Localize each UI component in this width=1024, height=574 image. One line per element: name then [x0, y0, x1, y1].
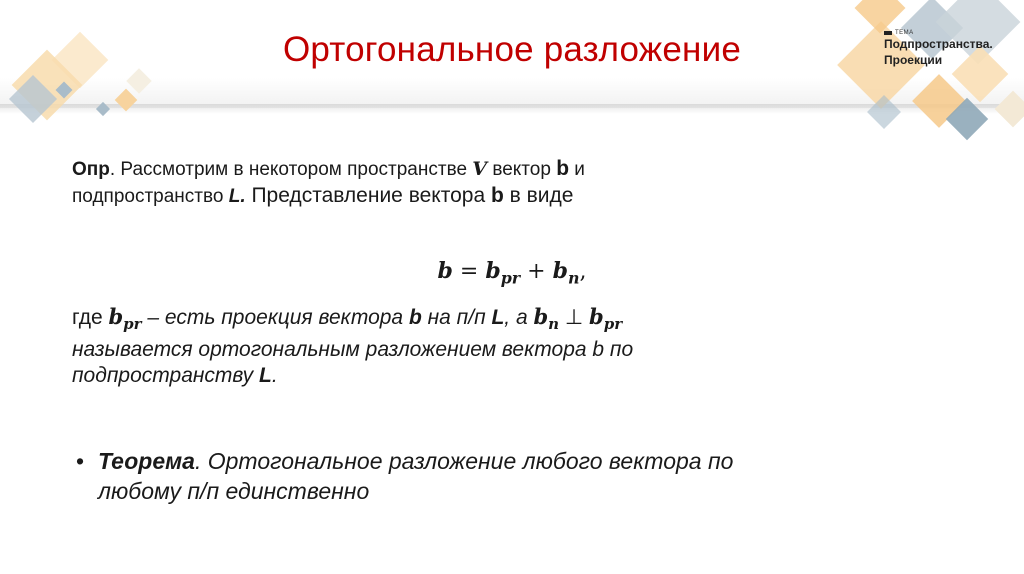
theorem-item	[76, 446, 936, 506]
formula-subscript: pr	[500, 268, 521, 288]
definition-text: вектор	[487, 159, 557, 180]
subspace-symbol: L	[491, 306, 505, 329]
topic-block	[884, 30, 1014, 68]
formula-plus: +	[520, 259, 553, 284]
explanation-text: подпространству	[72, 364, 260, 388]
explanation-text: .	[271, 364, 278, 388]
formula-comma: ,	[579, 259, 587, 284]
subspace-symbol: L.	[228, 186, 246, 207]
math-bpr: b	[589, 304, 604, 329]
space-symbol: V	[472, 158, 488, 180]
definition-text: Представление вектора	[245, 184, 491, 207]
decomposition-formula	[0, 258, 1024, 288]
definition-lead: Опр	[72, 159, 110, 180]
topic-marker-icon	[884, 31, 892, 35]
formula-lhs: b	[437, 258, 453, 284]
topic-name-line1: Подпространства.	[884, 37, 993, 51]
theorem-text: любому п/п единственно	[98, 478, 370, 504]
topic-label-text: ТЕМА	[895, 30, 914, 36]
definition-text: в виде	[503, 184, 574, 207]
definition-text: . Рассмотрим в некотором пространстве	[109, 159, 473, 180]
math-subscript: pr	[603, 315, 623, 334]
perp-symbol: ⊥	[559, 306, 590, 329]
subspace-symbol: L	[259, 364, 272, 388]
definition-text: подпространство	[72, 186, 229, 207]
explanation-text: – есть проекция вектора	[141, 306, 409, 329]
slide-title: Ортогональное разложение	[282, 30, 742, 69]
formula-equals: =	[452, 259, 486, 284]
vector-symbol: b	[490, 184, 504, 207]
theorem-label: Теорема	[98, 448, 195, 474]
math-subscript: pr	[123, 315, 142, 334]
explanation-text: , а	[504, 306, 534, 329]
definition-paragraph	[72, 156, 792, 210]
theorem-text: . Ортогональное разложение любого вектора по	[194, 448, 734, 474]
formula-term: b	[485, 258, 501, 284]
formula-term: b	[552, 258, 568, 284]
explanation-text: где	[72, 306, 109, 329]
vector-symbol: b	[556, 157, 570, 180]
topic-name-line2: Проекции	[884, 53, 943, 67]
bullet-icon: •	[76, 448, 85, 474]
vector-symbol: b	[408, 306, 422, 329]
definition-text: и	[569, 159, 585, 180]
math-subscript: n	[548, 315, 560, 334]
math-bn: b	[533, 304, 549, 329]
math-bpr: b	[108, 304, 124, 329]
explanation-text: на п/п	[421, 306, 492, 329]
formula-subscript: n	[567, 268, 580, 288]
explanation-paragraph	[72, 304, 832, 389]
topic-label	[884, 30, 1014, 36]
explanation-text: называется ортогональным разложением вектора b по	[72, 338, 634, 362]
